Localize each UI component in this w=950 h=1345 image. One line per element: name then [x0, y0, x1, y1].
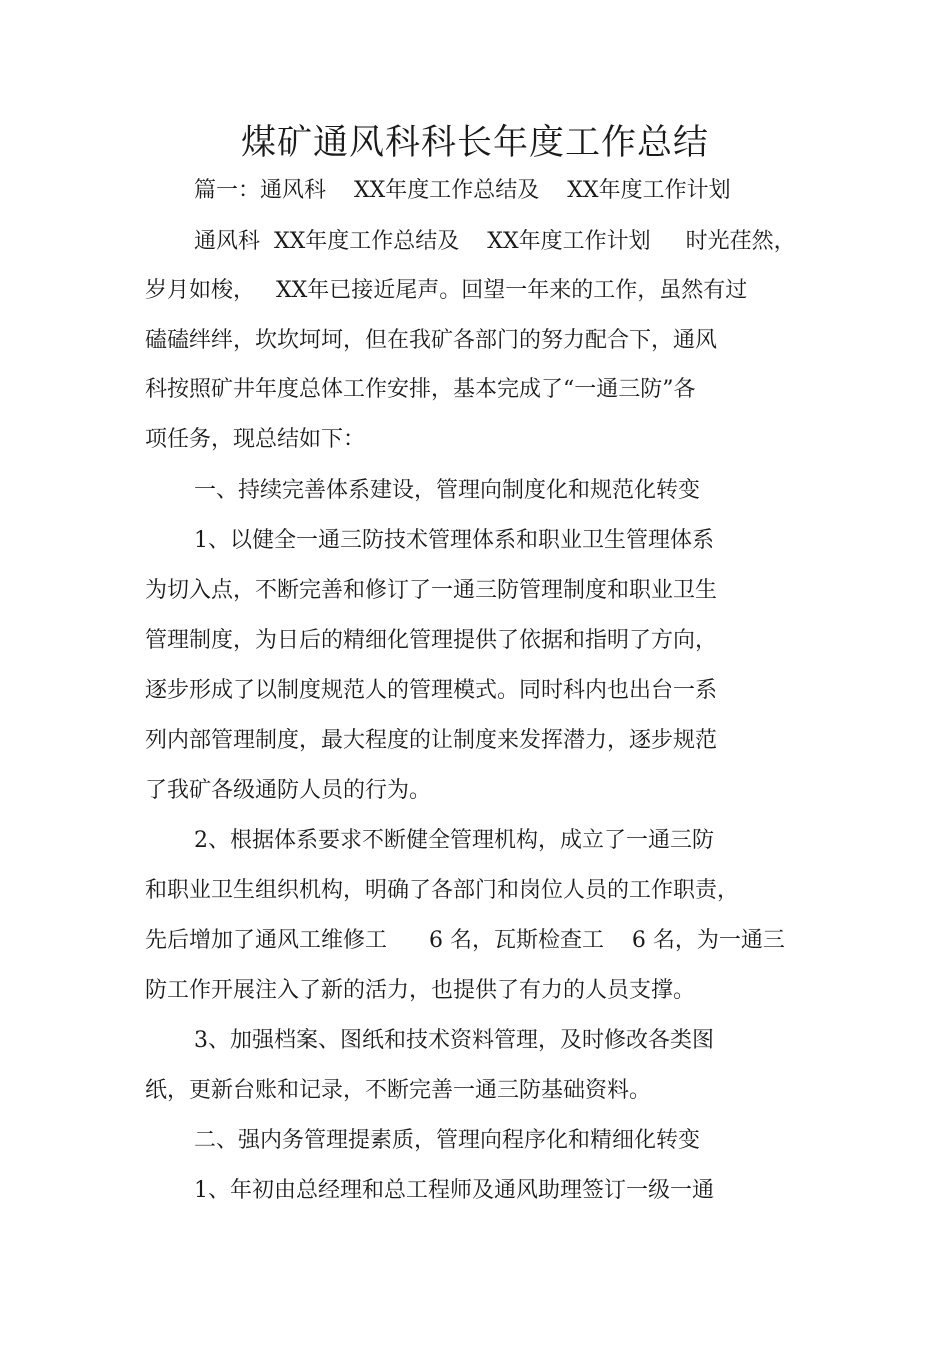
paragraph-line: 了我矿各级通防人员的行为。	[145, 778, 432, 803]
document-title: 煤矿通风科科长年度工作总结	[240, 123, 709, 163]
paragraph-line: 磕磕绊绊，坎坎坷坷，但在我矿各部门的努力配合下，通风	[145, 328, 718, 353]
paragraph-line: 列内部管理制度，最大程度的让制度来发挥潜力，逐步规范	[145, 728, 718, 753]
paragraph-line: 逐步形成了以制度规范人的管理模式。同时科内也出台一系	[145, 678, 718, 703]
paragraph-line: 项任务，现总结如下：	[145, 427, 366, 452]
paragraph-line: 防工作开展注入了新的活力，也提供了有力的人员支撑。	[145, 978, 696, 1003]
paragraph-line: 纸，更新台账和记录，不断完善一通三防基础资料。	[145, 1078, 652, 1103]
paragraph-line: 科按照矿井年度总体工作安排，基本完成了“一通三防”各	[145, 377, 696, 402]
paragraph-line: 岁月如梭， XX年已接近尾声。回望一年来的工作，虽然有过	[145, 278, 748, 303]
paragraph-line: 1、年初由总经理和总工程师及通风助理签订一级一通	[194, 1178, 714, 1203]
document-subtitle: 篇一：通风科 XX年度工作总结及 XX年度工作计划	[194, 178, 731, 203]
paragraph-line: 管理制度，为日后的精细化管理提供了依据和指明了方向，	[145, 628, 718, 653]
paragraph-line: 2、根据体系要求不断健全管理机构，成立了一通三防	[194, 828, 714, 853]
paragraph-line: 先后增加了通风工维修工 6 名，瓦斯检查工 6 名，为一通三	[145, 928, 785, 953]
paragraph-line: 和职业卫生组织机构，明确了各部门和岗位人员的工作职责，	[145, 878, 740, 903]
section-heading: 一、持续完善体系建设，管理向制度化和规范化转变	[194, 478, 701, 503]
paragraph-line: 1、以健全一通三防技术管理体系和职业卫生管理体系	[194, 528, 714, 553]
paragraph-line: 通风科 XX年度工作总结及 XX年度工作计划 时光荏然，	[194, 229, 796, 254]
paragraph-line: 3、加强档案、图纸和技术资料管理，及时修改各类图	[194, 1028, 714, 1053]
section-heading: 二、强内务管理提素质，管理向程序化和精细化转变	[194, 1128, 701, 1153]
paragraph-line: 为切入点，不断完善和修订了一通三防管理制度和职业卫生	[145, 578, 718, 603]
